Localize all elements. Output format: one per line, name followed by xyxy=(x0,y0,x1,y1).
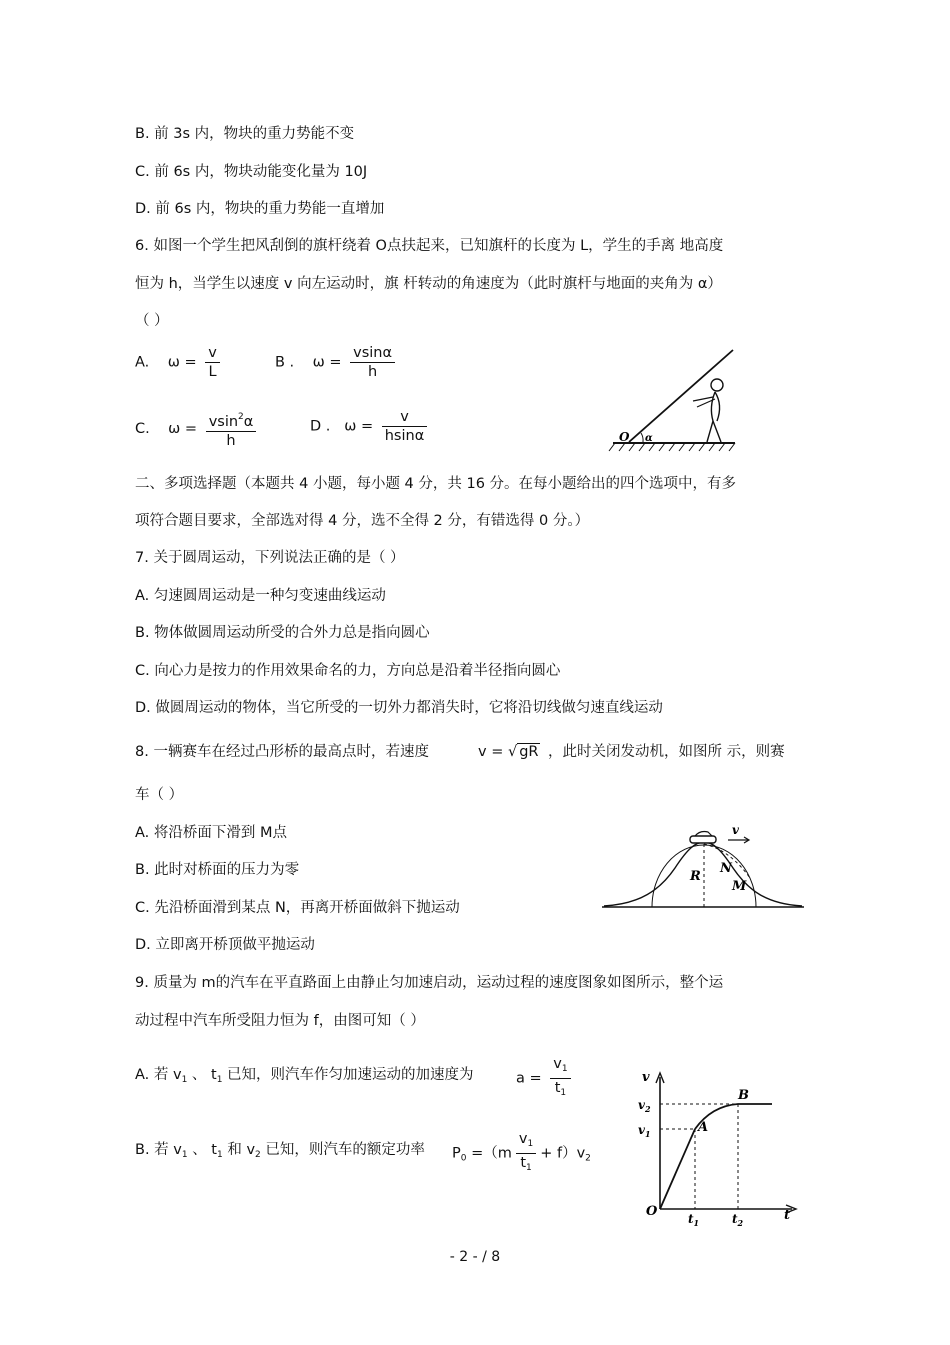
page-number: - 2 - / 8 xyxy=(449,1249,501,1265)
q5-option-d: D. 前 6s 内，物块的重力势能一直增加 xyxy=(135,201,385,217)
q6-fig-label-o: O xyxy=(619,430,630,444)
q6-option-d-fraction: $\frac{v}{hsin\alpha}$ xyxy=(382,408,428,445)
q6-option-b-fraction: $\frac{vsin\alpha}{h}$ xyxy=(350,344,395,381)
q8-option-c: C. 先沿桥面滑到某点 N，再离开桥面做斜下抛运动 xyxy=(135,900,460,916)
q6-option-d: D . ω = $\frac{v}{hsin\alpha}$ xyxy=(310,408,431,445)
q7-option-a: A. 匀速圆周运动是一种匀变速曲线运动 xyxy=(135,588,386,604)
q8-stem-a: 8. 一辆赛车在经过凸形桥的最高点时，若速度 xyxy=(135,744,429,760)
q7-option-d: D. 做圆周运动的物体，当它所受的一切外力都消失时，它将沿切线做匀速直线运动 xyxy=(135,700,663,716)
q8-stem-b: ，此时关闭发动机，如图所 示，则赛 xyxy=(548,744,785,760)
q9-fig-tick-v2: $v_2$ xyxy=(638,1098,651,1114)
q6-stem-line3: （ ） xyxy=(135,313,169,329)
q8-fig-label-v: v xyxy=(732,823,739,837)
q9-option-a-formula: a = $\frac{v_1}{t_1}$ xyxy=(516,1055,575,1102)
q9-stem-line2: 动过程中汽车所受阻力恒为 f，由图可知（ ） xyxy=(135,1013,425,1029)
q6-stem-line2: 恒为 h，当学生以速度 v 向左运动时，旗 杆转动的角速度为（此时旗杆与地面的夹角为 α） xyxy=(135,276,722,292)
q9-fig-origin: O xyxy=(646,1204,658,1219)
q9-velocity-time-graph xyxy=(632,1065,802,1230)
q9-option-b-formula: $P_0 =(m$ $\frac{v_1}{t_1}$ + $f)v_2$ xyxy=(452,1131,591,1173)
q9-fig-axis-v: v xyxy=(642,1070,650,1085)
q8-stem-c: 车（ ） xyxy=(135,787,184,803)
q8-bridge-figure xyxy=(600,820,806,912)
q6-option-b: B . ω = $\frac{vsin\alpha}{h}$ xyxy=(275,344,399,381)
q9-stem-line1: 9. 质量为 m的汽车在平直路面上由静止匀加速启动，运动过程的速度图象如图所示，整个运 xyxy=(135,975,724,991)
q9-fig-axis-t: t xyxy=(784,1208,791,1223)
q7-option-b: B. 物体做圆周运动所受的合外力总是指向圆心 xyxy=(135,625,430,641)
q9-fig-tick-v1: $v_1$ xyxy=(638,1123,651,1139)
q8-fig-label-r: R xyxy=(690,869,701,884)
q5-option-c: C. 前 6s 内，物块动能变化量为 10J xyxy=(135,164,368,180)
q9-option-b: B. 若 $v_1$ 、 $t_1$ 和 $v_2$ 已知，则汽车的额定功率 xyxy=(135,1142,425,1160)
q8-option-d: D. 立即离开桥顶做平抛运动 xyxy=(135,937,315,953)
q8-option-b: B. 此时对桥面的压力为零 xyxy=(135,862,300,878)
q8-option-a: A. 将沿桥面下滑到 M点 xyxy=(135,825,288,841)
q7-stem: 7. 关于圆周运动，下列说法正确的是（ ） xyxy=(135,550,405,566)
q6-fig-label-alpha: α xyxy=(645,433,653,444)
q6-option-a: A. ω = $\frac{v}{L}$ xyxy=(135,344,224,381)
q9-option-a: A. 若 $v_1$ 、 $t_1$ 已知，则汽车作匀加速运动的加速度为 xyxy=(135,1067,474,1085)
q8-velocity-formula: v = √ gR xyxy=(478,744,539,760)
q5-option-b: B. 前 3s 内，物块的重力势能不变 xyxy=(135,126,355,142)
q6-stem-line1: 6. 如图一个学生把风刮倒的旗杆绕着 O点扶起来，已知旗杆的长度为 L，学生的手离 地高度 xyxy=(135,238,724,254)
q9-fig-point-a: A xyxy=(698,1120,709,1135)
q9-fig-point-b: B xyxy=(738,1088,749,1103)
q8-fig-label-n: N xyxy=(720,861,732,876)
q8-fig-label-m: M xyxy=(732,879,747,894)
section-2-header-line1: 二、多项选择题（本题共 4 小题，每小题 4 分，共 16 分。在每小题给出的四个选项中，有多 xyxy=(135,476,737,492)
q6-option-a-fraction: $\frac{v}{L}$ xyxy=(205,344,220,381)
q6-option-c-fraction: $\frac{vsin^2\alpha}{h}$ xyxy=(206,408,257,450)
q9-fig-tick-t1: $t_1$ xyxy=(688,1212,700,1228)
q6-flagpole-figure xyxy=(605,345,745,457)
section-2-header-line2: 项符合题目要求，全部选对得 4 分，选不全得 2 分，有错选得 0 分。） xyxy=(135,513,590,529)
q6-option-c: C. ω = $\frac{vsin^2\alpha}{h}$ xyxy=(135,408,260,450)
q9-fig-tick-t2: $t_2$ xyxy=(732,1212,744,1228)
q7-option-c: C. 向心力是按力的作用效果命名的力，方向总是沿着半径指向圆心 xyxy=(135,663,561,679)
